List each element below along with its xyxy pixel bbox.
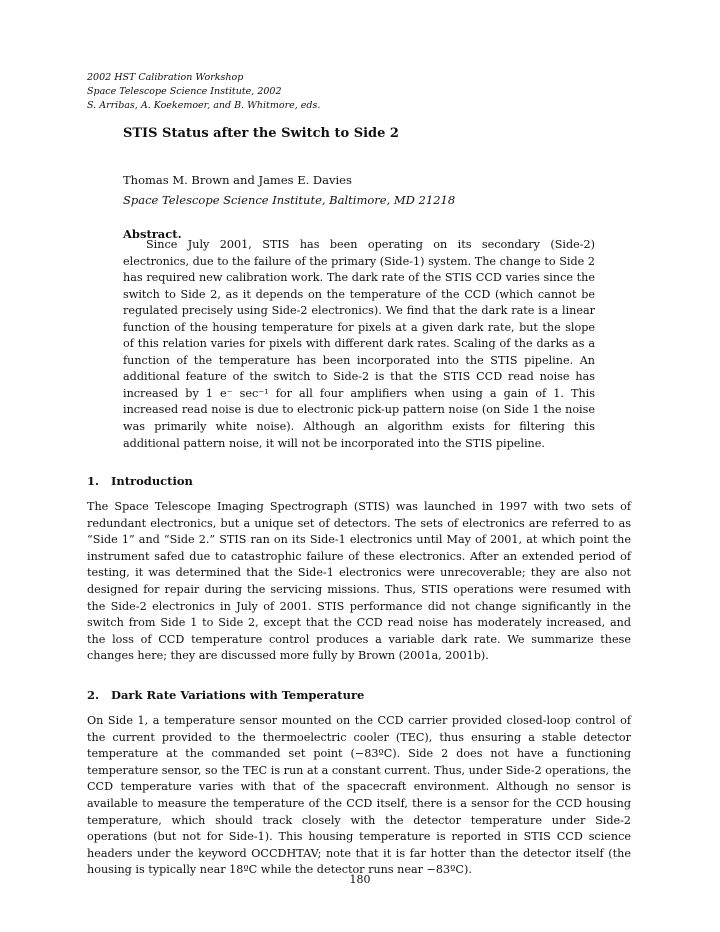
paper-title: STIS Status after the Switch to Side 2 [123, 126, 399, 141]
running-header [87, 71, 320, 113]
section-heading-dark-rate [87, 688, 364, 702]
section-text-introduction: The Space Telescope Imaging Spectrograph (STIS) was launched in 1997 with two sets of redundant electronics, but a unique set of detectors. The sets of electronics are referred to as “Side 1” and “Side 2.” STIS ran on its Side-1 electronics until May of 2001, at which point the instrument safed due to catastrophic failure of these electronics. After an extended period of testing, it was determined that the Side-1 electronics were unrecoverable; they are also not designed for repair during the servicing missions. Thus, STIS operations were resumed with the Side-2 electronics in July of 2001. STIS performance did not change significantly in the switch from Side 1 to Side 2, except that the CCD read noise has moderately increased, and the loss of CCD temperature control produces a variable dark rate. We summarize these changes here; they are discussed more fully by Brown (2001a, 2001b). [87, 500, 631, 663]
page-number: 180 [349, 873, 371, 886]
header-line-institute: Space Telescope Science Institute, 2002 [87, 86, 282, 97]
section-number: 2. [87, 688, 100, 702]
section-heading-introduction [87, 474, 193, 488]
section-number: 1. [87, 474, 100, 488]
header-line-workshop: 2002 HST Calibration Workshop [87, 72, 244, 83]
section-title: Introduction [111, 474, 193, 488]
abstract-text: Since July 2001, STIS has been operating on its secondary (Side-2) electronics, due to the failure of the primary (Side-1) system. The change to Side 2 has required new calibration work. The dark rate of the STIS CCD varies since the switch to Side 2, as it depends on the temperature of the CCD (which cannot be regulated precisely using Side-2 electronics). We find that the dark rate is a linear function of the housing temperature for pixels at a given dark rate, but the slope of this relation varies for pixels with different dark rates. Scaling of the darks as a function of the temperature has been incorporated into the STIS pipeline. An additional feature of the switch to Side-2 is that the STIS CCD read noise has increased by 1 e⁻ sec⁻¹ for all four amplifiers when using a gain of 1. This increased read noise is due to electronic pick-up pattern noise (on Side 1 the noise was primarily white noise). Although an algorithm exists for filtering this additional pattern noise, it will not be incorporated into the STIS pipeline. [123, 238, 595, 450]
affiliation: Space Telescope Science Institute, Baltimore, MD 21218 [123, 193, 456, 207]
authors: Thomas M. Brown and James E. Davies [123, 173, 352, 187]
section-title: Dark Rate Variations with Temperature [111, 688, 365, 702]
section-text-dark-rate: On Side 1, a temperature sensor mounted on the CCD carrier provided closed-loop control of the current provided to the thermoelectric cooler (TEC), thus ensuring a stable detector temperature at the commanded set point (−83ºC). Side 2 does not have a functioning temperature sensor, so the TEC is run at a constant current. Thus, under Side-2 operations, the CCD temperature varies with that of the spacecraft environment. Although no sensor is available to measure the temperature of the CCD itself, there is a sensor for the CCD housing temperature, which should track closely with the detector temperature under Side-2 operations (but not for Side-1). This housing temperature is reported in STIS CCD science headers under the keyword OCCDHTAV; note that it is far hotter than the detector itself (the housing is typically near 18ºC while the detector runs near −83ºC). [87, 714, 631, 877]
header-line-editors: S. Arribas, A. Koekemoer, and B. Whitmore, eds. [87, 100, 321, 111]
abstract-heading: Abstract. [123, 227, 182, 241]
